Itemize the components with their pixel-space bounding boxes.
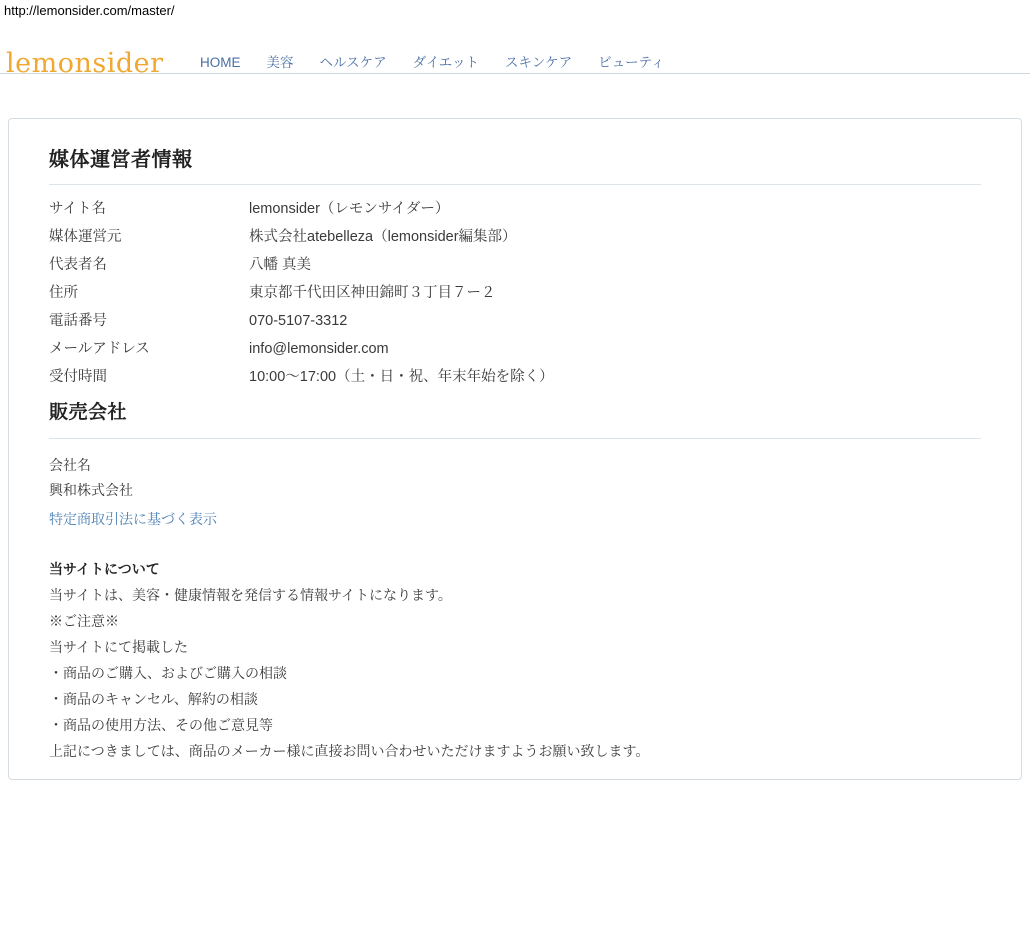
about-section [49,556,981,764]
page-title: 媒体運営者情報 [49,143,981,185]
seller-section-title: 販売会社 [49,397,981,439]
browser-url-bar[interactable]: http://lemonsider.com/master/ [4,3,175,18]
main-navigation [200,51,665,71]
row-label: 代表者名 [49,257,107,273]
table-row [49,279,981,307]
nav-item-beauty[interactable]: 美容 [266,55,294,70]
row-label: サイト名 [49,201,106,217]
row-value: 070-5107-3312 [249,313,348,329]
content-card [8,118,1022,780]
legal-notice-link[interactable]: 特定商取引法に基づく表示 [49,511,217,527]
about-line-2: 当サイトにて掲載した [49,639,189,655]
row-value: 東京都千代田区神田錦町３丁目７ー２ [249,285,496,301]
about-bullet-2: ・商品のキャンセル、解約の相談 [49,691,258,707]
row-value: lemonsider（レモンサイダー） [249,201,450,217]
row-value: info@lemonsider.com [249,341,389,357]
table-row [49,251,981,279]
about-heading: 当サイトについて [49,561,160,577]
table-row [49,195,981,223]
seller-company-block [49,453,981,532]
row-label: 媒体運営元 [49,229,122,245]
about-bullet-1: ・商品のご購入、およびご購入の相談 [49,665,287,681]
about-line-3: 上記につきましては、商品のメーカー様に直接お問い合わせいただけますようお願い致します。 [49,743,650,759]
about-caution: ※ご注意※ [49,613,119,629]
table-row [49,335,981,363]
row-value: 10:00〜17:00（土・日・祝、年末年始を除く） [249,369,554,385]
about-bullet-3: ・商品の使用方法、その他ご意見等 [49,717,273,733]
row-label: メールアドレス [49,341,150,357]
row-label: 住所 [49,285,78,301]
row-label: 電話番号 [49,313,107,329]
row-value: 八幡 真美 [249,257,312,273]
table-row [49,223,981,251]
company-name-label: 会社名 [49,457,91,473]
table-row [49,307,981,335]
nav-item-diet[interactable]: ダイエット [412,55,480,70]
row-value: 株式会社atebelleza（lemonsider編集部） [249,229,517,245]
operator-info-table [49,195,981,391]
site-logo[interactable]: lemonsider [6,48,164,79]
table-row [49,363,981,391]
nav-item-beautyja[interactable]: ビューティ [598,55,665,70]
nav-item-healthcare[interactable]: ヘルスケア [319,55,387,70]
company-name-value: 興和株式会社 [49,482,133,498]
nav-item-home[interactable]: HOME [200,55,241,70]
site-header [0,21,1030,79]
nav-item-skincare[interactable]: スキンケア [505,55,573,70]
about-line-1: 当サイトは、美容・健康情報を発信する情報サイトになります。 [49,587,452,603]
row-label: 受付時間 [49,369,107,385]
